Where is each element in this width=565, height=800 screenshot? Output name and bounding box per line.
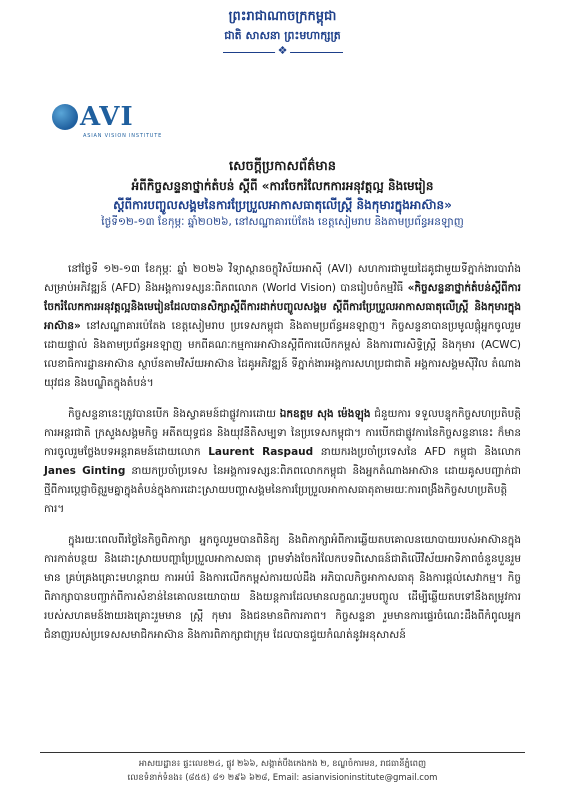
- footer: [0, 757, 565, 785]
- speaker-name-bold: ឯកឧត្ដម សុង ម៉េងឡុង: [279, 408, 371, 420]
- logo-subtitle: ASIAN VISION INSTITUTE: [83, 133, 163, 139]
- event-name-bold: «កិច្ចសន្ទនាថ្នាក់តំបន់ស្ដីពីការចែករំលែកការអនុវត្តល្អនិងមេរៀនដែលបានសិក្សាស្ដីពីការដាក់បញ្ចូលសង្គម ស្ដីពីការប្រែប្រួលអាកាសធាតុលើស្ត្រី និងកុមារក្នុងអាស៊ាន»: [44, 282, 521, 332]
- speaker-name-bold-3: Janes Ginting: [44, 465, 126, 477]
- document-title: សេចក្ដីប្រកាសព័ត៌មាន: [228, 159, 337, 174]
- document-subtitle-line1: អំពីកិច្ចសន្ទនាថ្នាក់តំបន់ ស្ដីពី «ការចែករំលែកការអនុវត្តល្អ និងមេរៀន: [131, 179, 434, 193]
- paragraph-1-text-b: នៅសណ្ឋាគារប៉េតែង ខេត្តសៀមរាប ប្រទេសកម្ពុជា និងតាមប្រព័ន្ធអនឡាញ។ កិច្ចសន្ទនាបានប្រមូលផ្តុំអ្នកចូលរួមដោយផ្ទាល់ និងតាមប្រព័ន្ធអនឡាញ មកពីគណៈកម្មការអាស៊ានស្ដីពីការលើកកម្ពស់ និងការពារសិទ្ធិស្ត្រី និងកុមារ (ACWC) លេខាធិការដ្ឋានអាស៊ាន ស្ថាប័នតាមវិស័យអាស៊ាន ដៃគូអភិវឌ្ឍន៍ ទីភ្នាក់ងារអង្គការសហប្រជាជាតិ អង្គការសង្គមស៊ីវិល តំណាងយុវជន និងបណ្ឌិតក្នុងតំបន់។: [44, 320, 521, 389]
- paragraph-2: [44, 405, 521, 519]
- kingdom-header: [0, 8, 565, 56]
- logo-name: AVI: [80, 102, 134, 132]
- ornament-divider-icon: [223, 48, 343, 56]
- speaker-name-bold-2: Laurent Raspaud: [208, 446, 314, 458]
- paragraph-2-text-c: នាយករងប្រចាំប្រទេសនៃ AFD កម្ពុជា និងលោក: [313, 446, 521, 458]
- paragraph-1: [44, 260, 521, 393]
- kingdom-motto: ជាតិ សាសនា ព្រះមហាក្សត្រ: [224, 29, 341, 42]
- kingdom-title: ព្រះរាជាណាចក្រកម្ពុជា: [228, 9, 337, 24]
- footer-contact: លេខទំនាក់ទំនង៖ (៨៥៥) ៨១ ២៩៦ ៦២៨, Email: asianvisioninstitute@gmail.com: [127, 773, 438, 783]
- paragraph-2-text-b: ជំនួយការ ទទួលបន្ទុកកិច្ចសហប្រតិបត្តិការអន្តរជាតិ ក្រសួងសង្គមកិច្ច អតីតយុទ្ធជន និងយុវនីតិសម្បទា នៃប្រទេសកម្ពុជា។ ការបើកជាផ្លូវការនៃកិច្ចសន្ទនានេះ ក៏មានការចូលរួមថ្លែងបទអន្តរាគមន៍ដោយលោក: [44, 408, 521, 458]
- event-date-location: ថ្ងៃទី១២-១៣ ខែកុម្ភៈ ឆ្នាំ២០២៦, នៅសណ្ឋាគារប៉េតែង ខេត្តសៀមរាប និងតាមប្រព័ន្ធអនឡាញ: [101, 216, 464, 228]
- footer-address: អាសយដ្ឋាន៖ ផ្ទះលេខ២៤, ផ្លូវ ២៦៦, សង្កាត់បឹងកេងកង ២, ខណ្ឌចំការមន, រាជធានីភ្នំពេញ: [138, 759, 427, 769]
- footer-divider: [40, 752, 525, 753]
- paragraph-2-text-a: កិច្ចសន្ទនានេះត្រូវបានបើក និងស្វាគមន៍ជាផ្លូវការដោយ: [68, 408, 280, 420]
- document-subtitle-line2: ស្ដីពីការបញ្ចូលសង្គមនៃការប្រែប្រួលអាកាសធាតុលើស្ត្រី និងកុមារក្នុងអាស៊ាន»: [113, 198, 452, 212]
- paragraph-1-text-a: នៅថ្ងៃទី ១២-១៣ ខែកុម្ភៈ ឆ្នាំ ២០២៦ វិទ្យាស្ថានចក្ខុវិស័យអាស៊ី (AVI) សហការជាមួយដៃគូជាមួយទីភ្នាក់ងារបារាំងសម្រាប់អភិវឌ្ឍន៍ (AFD) និងអង្គការទស្សនៈពិភពលោក (World Vision) បានរៀបចំកម្មវិធី: [44, 263, 521, 294]
- document-heading: [20, 158, 545, 231]
- avi-logo: [52, 104, 134, 130]
- paragraph-3: ក្នុងរយៈពេលពីរថ្ងៃនៃកិច្ចពិភាក្សា អ្នកចូលរួមបានពិនិត្យ និងពិភាក្សាអំពីការឆ្លើយតបគោលនយោបាយរបស់អាស៊ានក្នុងការកាត់បន្ថយ និងដោះស្រាយបញ្ហាប្រែប្រួលអាកាសធាតុ ព្រមទាំងចែករំលែកបទពិសោធន៍ជាតិលើវិស័យអាទិភាពចំនួនបួនរួមមាន គ្រប់គ្រងគ្រោះមហន្តរាយ ការអប់រំ និងការលើកកម្ពស់ការយល់ដឹង អភិបាលកិច្ចអាកាសធាតុ និងការផ្តល់សេវាកម្ម។ កិច្ចពិភាក្សាបានបញ្ជាក់ពីការសំខាន់នៃគោលនយោបាយ និងយន្តការដែលមានលក្ខណៈរួមបញ្ចូល ដើម្បីឆ្លើយតបទៅនឹងតម្រូវការរបស់សហគមន៍ងាយរងគ្រោះរួមមាន ស្ត្រី កុមារ និងជនមានពិការភាព។ កិច្ចសន្ទនា រួមមានការផ្ទេរចំណេះដឹងពីកំពូលអ្នកជំនាញរបស់ប្រទេសសមាជិកអាស៊ាន និងការពិភាក្សាជាក្រុម ដែលបានជួយកំណត់នូវអនុសាសន៍: [44, 534, 521, 641]
- paragraph-2-text-d: នាយកប្រចាំប្រទេស នៃអង្គការទស្សនៈពិភពលោកកម្ពុជា និងអ្នកតំណាងអាស៊ាន ដោយគូសបញ្ជាក់ជាថ្មីពីការប្តេជ្ញាចិត្តរួមគ្នាក្នុងតំបន់ក្នុងការដោះស្រាយបញ្ហាសង្គមនៃការប្រែប្រួលអាកាសធាតុតាមរយៈការពង្រឹងកិច្ចសហប្រតិបត្តិការ។: [44, 465, 522, 515]
- document-body: [44, 260, 521, 657]
- globe-icon: [52, 104, 78, 130]
